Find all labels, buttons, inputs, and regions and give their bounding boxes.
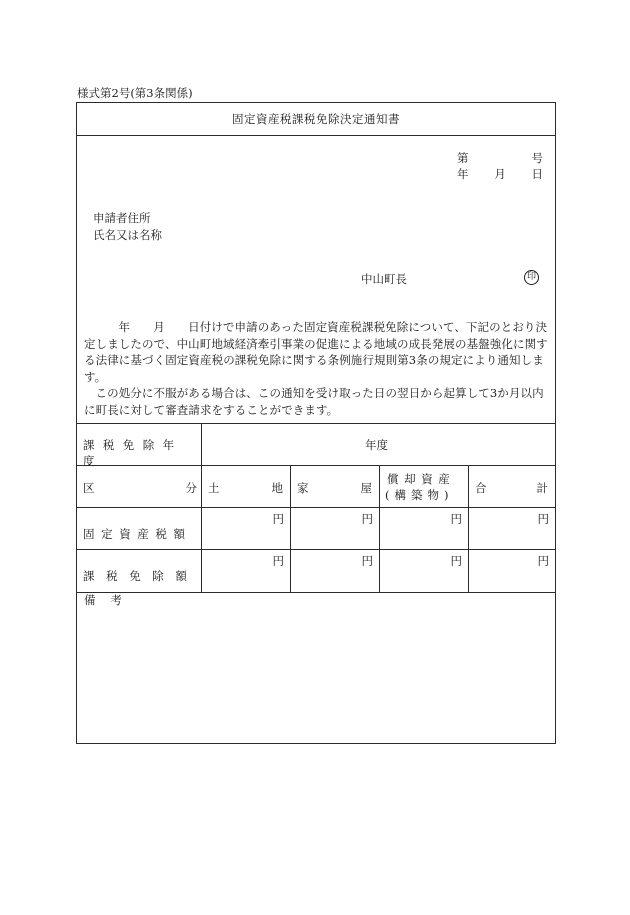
exempt-amount-house <box>290 550 379 592</box>
category-header-row <box>77 465 555 507</box>
exempt-amount-total <box>468 550 555 592</box>
col-total-cell <box>468 466 555 507</box>
yen-unit: 円 <box>450 554 462 568</box>
col-depreciable-line2: (構築物) <box>385 488 454 502</box>
date-line <box>457 166 543 182</box>
exempt-year-value: 年度 <box>365 438 388 452</box>
exempt-amount-row <box>77 549 555 592</box>
exempt-year-label: 課税免除年度 <box>83 438 183 468</box>
category-label-cell <box>83 480 197 496</box>
tax-amount-depreciable <box>379 508 468 549</box>
col-total-left: 合 <box>475 481 487 495</box>
col-depreciable-cell <box>379 466 468 507</box>
applicant-address-label: 申請者住所 <box>93 211 151 225</box>
yen-unit: 円 <box>450 512 462 526</box>
category-label-right: 分 <box>185 481 197 495</box>
notice-body <box>84 319 550 418</box>
notice-form <box>76 102 556 744</box>
notes-row <box>77 592 555 744</box>
issuer-name: 中山町長 <box>361 272 407 286</box>
col-land-left: 土 <box>208 481 220 495</box>
date-year: 年 <box>457 167 469 181</box>
body-paragraph-2: この処分に不服がある場合は、この通知を受け取った日の翌日から起算して3か月以内に町長に対して審査請求をすることができます。 <box>84 386 544 417</box>
notes-label <box>84 592 122 608</box>
yen-unit: 円 <box>361 512 373 526</box>
title-row <box>77 103 555 136</box>
notes-label-right: 考 <box>110 593 122 607</box>
exempt-amount-depreciable <box>379 550 468 592</box>
seal-mark: 印 <box>524 270 539 285</box>
date-day: 日 <box>531 167 543 181</box>
tax-amount-land <box>201 508 290 549</box>
number-prefix: 第 <box>457 151 469 165</box>
col-total-right: 計 <box>536 481 548 495</box>
col-depreciable-line1: 償却資産 <box>387 472 456 486</box>
tax-amount-row <box>77 507 555 549</box>
exempt-year-row <box>77 423 555 468</box>
category-label-left: 区 <box>83 481 95 495</box>
col-house-cell <box>290 466 379 507</box>
yen-unit: 円 <box>537 512 549 526</box>
document-title: 固定資産税課税免除決定通知書 <box>232 112 400 126</box>
tax-amount-label: 固定資産税額 <box>83 527 192 541</box>
yen-unit: 円 <box>272 554 284 568</box>
yen-unit: 円 <box>537 554 549 568</box>
number-suffix: 号 <box>531 151 543 165</box>
form-label: 様式第2号(第3条関係) <box>77 86 193 100</box>
number-line <box>457 150 543 166</box>
col-house-left: 家 <box>297 481 309 495</box>
date-month: 月 <box>494 167 506 181</box>
body-paragraph-1: 年 月 日付けで申請のあった固定資産税課税免除について、下記のとおり決定しましたので、中山町地域経済牽引事業の促進による地域の成長発展の基盤強化に関する法律に基づく固定資産税の課税免除に関する条例施行規則第3条の規定により通知します。 <box>84 320 548 384</box>
notes-label-left: 備 <box>84 593 96 607</box>
yen-unit: 円 <box>361 554 373 568</box>
tax-amount-house <box>290 508 379 549</box>
exempt-amount-land <box>201 550 290 592</box>
col-house-right: 屋 <box>360 481 372 495</box>
exempt-year-value-cell <box>201 424 555 465</box>
applicant-name-label: 氏名又は名称 <box>93 228 162 242</box>
exempt-amount-label: 課税免除額 <box>83 569 199 583</box>
tax-amount-total <box>468 508 555 549</box>
col-land-cell <box>201 466 290 507</box>
col-land-right: 地 <box>271 481 283 495</box>
yen-unit: 円 <box>272 512 284 526</box>
